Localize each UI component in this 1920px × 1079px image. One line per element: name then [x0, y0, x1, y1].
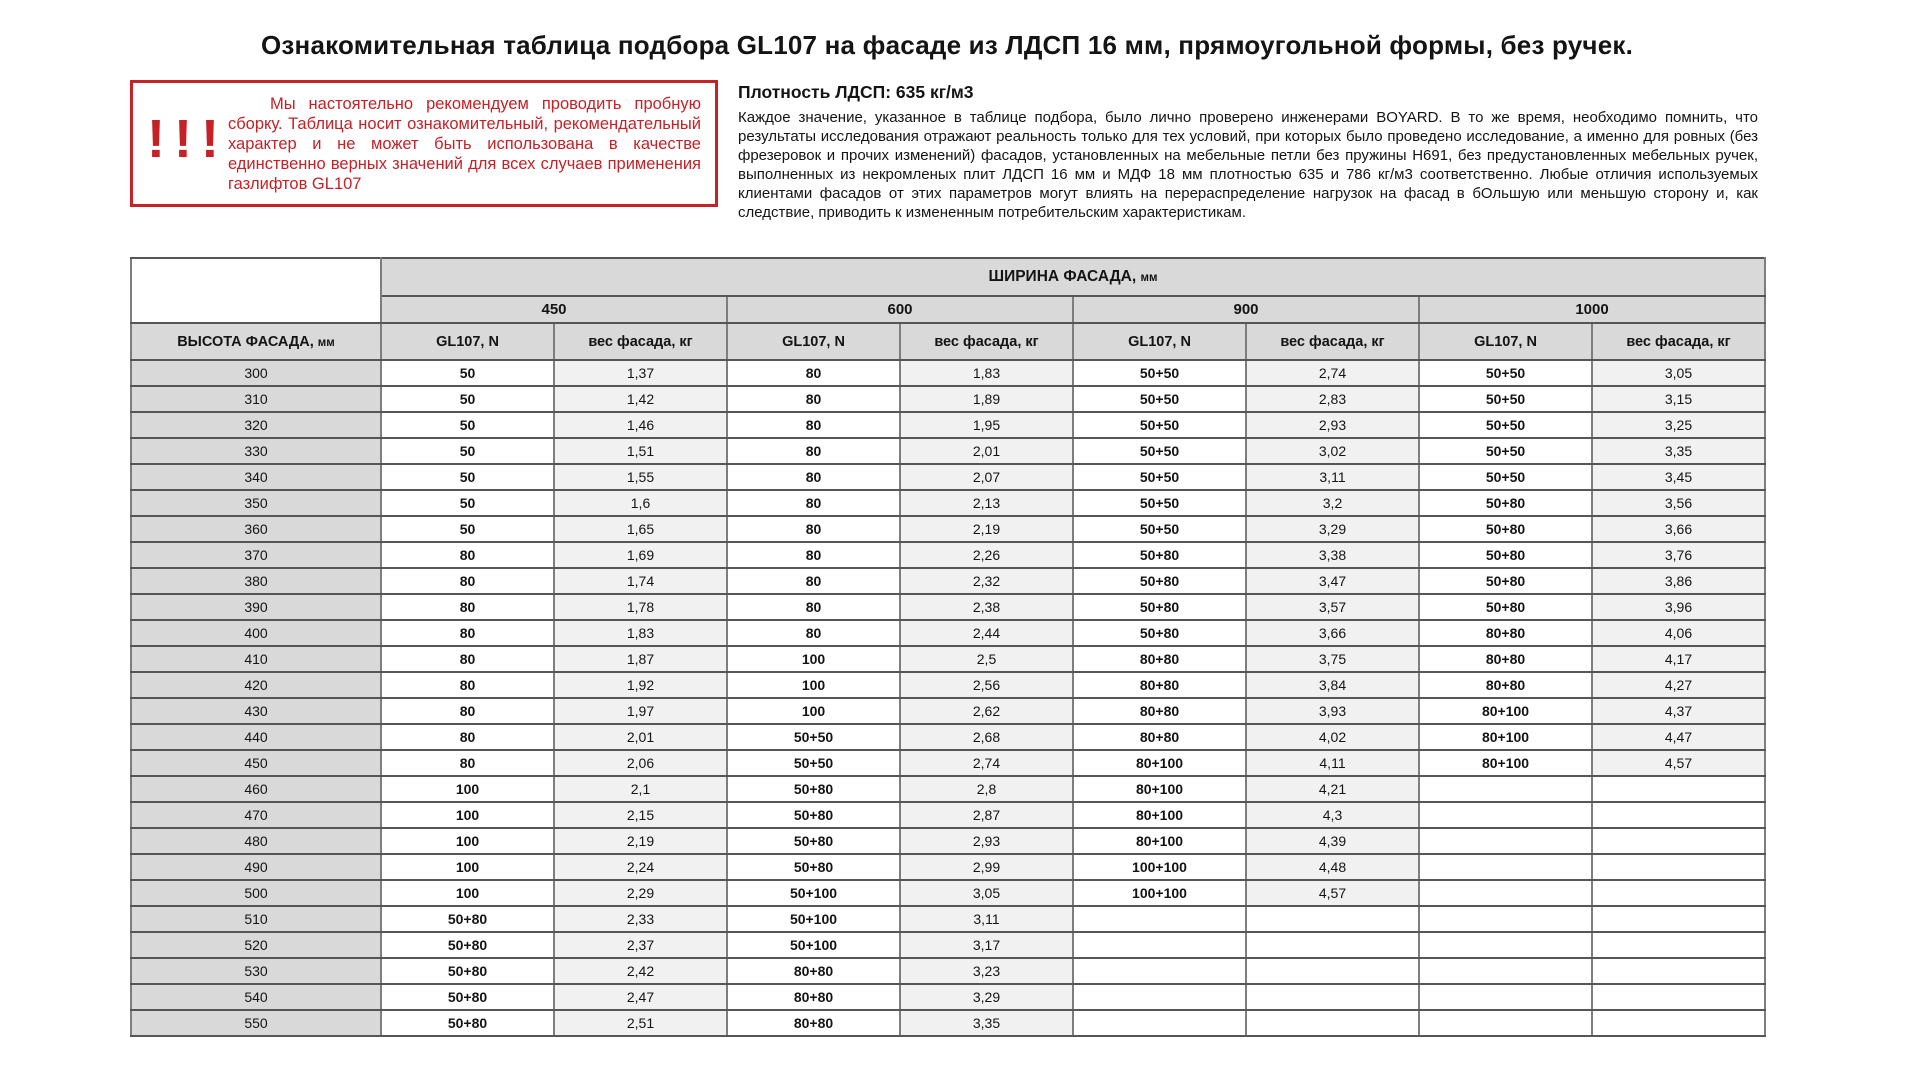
weight-cell: 2,01: [554, 724, 727, 750]
height-cell: 300: [131, 360, 381, 386]
height-cell: 360: [131, 516, 381, 542]
gl-cell: 50: [381, 438, 554, 464]
height-cell: 550: [131, 1010, 381, 1036]
weight-cell: 2,44: [900, 620, 1073, 646]
gl-cell: 80+80: [1419, 620, 1592, 646]
weight-cell: 4,57: [1246, 880, 1419, 906]
gl-cell: 80: [727, 412, 900, 438]
gl-cell: 50+80: [381, 984, 554, 1010]
gl-header-cell: GL107, N: [727, 323, 900, 360]
gl-cell: 50+50: [1073, 464, 1246, 490]
table-row: [131, 854, 1765, 880]
void-cell: [1246, 1010, 1419, 1036]
weight-cell: 2,87: [900, 802, 1073, 828]
weight-cell: 1,69: [554, 542, 727, 568]
gl-cell: 80+100: [1073, 776, 1246, 802]
width-group-header: 900: [1073, 296, 1419, 323]
gl-cell: 100: [381, 854, 554, 880]
weight-cell: 3,05: [900, 880, 1073, 906]
width-group-header: 600: [727, 296, 1073, 323]
weight-cell: 3,35: [1592, 438, 1765, 464]
height-cell: 490: [131, 854, 381, 880]
width-header-label: ШИРИНА ФАСАДА,: [988, 268, 1137, 285]
void-cell: [1592, 776, 1765, 802]
gl-cell: 50+80: [381, 906, 554, 932]
width-header-unit: мм: [1140, 272, 1158, 284]
weight-cell: 1,83: [900, 360, 1073, 386]
height-cell: 410: [131, 646, 381, 672]
void-cell: [1592, 932, 1765, 958]
weight-cell: 2,74: [1246, 360, 1419, 386]
weight-cell: 2,24: [554, 854, 727, 880]
weight-cell: 3,11: [1246, 464, 1419, 490]
table-row: [131, 464, 1765, 490]
gl-cell: 80+100: [1073, 750, 1246, 776]
table-row: [131, 568, 1765, 594]
weight-cell: 4,48: [1246, 854, 1419, 880]
gl-cell: 100: [727, 646, 900, 672]
gl-cell: 50+80: [1073, 568, 1246, 594]
gl-cell: 80: [727, 386, 900, 412]
weight-cell: 3,76: [1592, 542, 1765, 568]
table-body: [131, 360, 1765, 1036]
table-header-row-width: [131, 258, 1765, 296]
weight-cell: 4,02: [1246, 724, 1419, 750]
table-header-row-columns: [131, 323, 1765, 360]
weight-cell: 2,33: [554, 906, 727, 932]
void-cell: [1246, 958, 1419, 984]
void-cell: [1073, 958, 1246, 984]
weight-cell: 2,83: [1246, 386, 1419, 412]
weight-cell: 2,01: [900, 438, 1073, 464]
info-block: [738, 82, 1758, 222]
gl-cell: 50+100: [727, 880, 900, 906]
gl-cell: 50: [381, 490, 554, 516]
info-paragraph: Каждое значение, указанное в таблице подбора, было лично проверено инженерами BOYARD. В то же время, необходимо помнить, что результаты исследования отражают реальность только для тех условий, при которых было проведено исследование, а именно для ровных (без фрезеровок и прочих изменений) фасадов, установленных на мебельные петли без пружины Н691, без предустановленных мебельных ручек, выполненных из некромленых плит ЛДСП 16 мм и МДФ 18 мм плотностью 635 и 786 кг/м3 соответственно. Любые отличия используемых клиентами фасадов от этих параметров могут влиять на перераспределение нагрузок на фасад в бОльшую или меньшую сторону и, как следствие, приводить к измененным потребительским характеристикам.: [738, 109, 1758, 221]
weight-cell: 2,8: [900, 776, 1073, 802]
void-cell: [1419, 906, 1592, 932]
table-row: [131, 594, 1765, 620]
weight-cell: 4,06: [1592, 620, 1765, 646]
gl-cell: 80+100: [1073, 828, 1246, 854]
gl-cell: 50+50: [727, 724, 900, 750]
weight-cell: 4,57: [1592, 750, 1765, 776]
gl-cell: 80+100: [1419, 750, 1592, 776]
weight-cell: 3,93: [1246, 698, 1419, 724]
table-row: [131, 542, 1765, 568]
weight-cell: 2,99: [900, 854, 1073, 880]
table-row: [131, 438, 1765, 464]
gl-cell: 50+50: [1419, 438, 1592, 464]
weight-cell: 3,75: [1246, 646, 1419, 672]
gl-cell: 50+50: [1419, 386, 1592, 412]
height-cell: 350: [131, 490, 381, 516]
gl-cell: 50+100: [727, 932, 900, 958]
height-cell: 450: [131, 750, 381, 776]
weight-cell: 1,74: [554, 568, 727, 594]
weight-cell: 2,62: [900, 698, 1073, 724]
table-row: [131, 958, 1765, 984]
weight-cell: 1,55: [554, 464, 727, 490]
weight-cell: 3,38: [1246, 542, 1419, 568]
warning-box: [130, 80, 718, 207]
gl-cell: 80+80: [727, 984, 900, 1010]
weight-cell: 3,29: [900, 984, 1073, 1010]
weight-cell: 2,07: [900, 464, 1073, 490]
weight-cell: 3,57: [1246, 594, 1419, 620]
weight-cell: 3,86: [1592, 568, 1765, 594]
weight-cell: 3,66: [1246, 620, 1419, 646]
gl-cell: 50+80: [1419, 542, 1592, 568]
gl-cell: 50+50: [1419, 412, 1592, 438]
table-row: [131, 490, 1765, 516]
table-row: [131, 984, 1765, 1010]
void-cell: [1419, 854, 1592, 880]
height-cell: 440: [131, 724, 381, 750]
void-cell: [1419, 880, 1592, 906]
height-cell: 480: [131, 828, 381, 854]
height-cell: 380: [131, 568, 381, 594]
void-cell: [1246, 906, 1419, 932]
table-row: [131, 386, 1765, 412]
table-row: [131, 412, 1765, 438]
weight-cell: 4,3: [1246, 802, 1419, 828]
table-row: [131, 906, 1765, 932]
gl-cell: 80: [727, 594, 900, 620]
weight-cell: 2,26: [900, 542, 1073, 568]
gl-cell: 50+50: [1419, 464, 1592, 490]
weight-cell: 1,92: [554, 672, 727, 698]
table-row: [131, 932, 1765, 958]
weight-cell: 2,68: [900, 724, 1073, 750]
gl-cell: 80+100: [1419, 724, 1592, 750]
weight-cell: 3,47: [1246, 568, 1419, 594]
weight-cell: 3,23: [900, 958, 1073, 984]
weight-cell: 2,19: [900, 516, 1073, 542]
gl-cell: 50+50: [1073, 412, 1246, 438]
weight-cell: 3,02: [1246, 438, 1419, 464]
void-cell: [1073, 932, 1246, 958]
gl-cell: 80+80: [1073, 724, 1246, 750]
height-header-label: ВЫСОТА ФАСАДА,: [177, 333, 314, 350]
gl-cell: 50+50: [1073, 386, 1246, 412]
table-row: [131, 828, 1765, 854]
gl-cell: 50+80: [1073, 594, 1246, 620]
height-cell: 400: [131, 620, 381, 646]
page-title: Ознакомительная таблица подбора GL107 на фасаде из ЛДСП 16 мм, прямоугольной формы, без ручек.: [261, 30, 1633, 60]
height-cell: 390: [131, 594, 381, 620]
width-span-header: [381, 258, 1765, 296]
weight-cell: 3,25: [1592, 412, 1765, 438]
weight-cell: 3,45: [1592, 464, 1765, 490]
weight-cell: 2,32: [900, 568, 1073, 594]
weight-cell: 2,29: [554, 880, 727, 906]
void-cell: [1419, 776, 1592, 802]
table-row: [131, 776, 1765, 802]
height-cell: 320: [131, 412, 381, 438]
gl-cell: 50+80: [1419, 568, 1592, 594]
weight-cell: 3,96: [1592, 594, 1765, 620]
gl-cell: 100: [727, 672, 900, 698]
height-cell: 340: [131, 464, 381, 490]
gl-cell: 50: [381, 360, 554, 386]
table-row: [131, 672, 1765, 698]
gl-cell: 80+100: [1419, 698, 1592, 724]
void-cell: [1592, 802, 1765, 828]
weight-cell: 3,56: [1592, 490, 1765, 516]
weight-cell: 4,27: [1592, 672, 1765, 698]
weight-cell: 2,51: [554, 1010, 727, 1036]
weight-cell: 1,87: [554, 646, 727, 672]
weight-cell: 1,83: [554, 620, 727, 646]
weight-cell: 1,97: [554, 698, 727, 724]
gl-cell: 50: [381, 412, 554, 438]
gl-cell: 50: [381, 386, 554, 412]
weight-cell: 4,39: [1246, 828, 1419, 854]
void-cell: [1073, 906, 1246, 932]
gl-cell: 80: [727, 438, 900, 464]
weight-cell: 1,42: [554, 386, 727, 412]
gl-cell: 80: [727, 542, 900, 568]
height-cell: 540: [131, 984, 381, 1010]
void-cell: [1073, 1010, 1246, 1036]
gl-cell: 80+80: [727, 958, 900, 984]
weight-cell: 3,2: [1246, 490, 1419, 516]
width-group-header: 450: [381, 296, 727, 323]
gl-header-cell: GL107, N: [1419, 323, 1592, 360]
weight-cell: 3,29: [1246, 516, 1419, 542]
gl-cell: 80: [727, 464, 900, 490]
gl-cell: 50+80: [1419, 490, 1592, 516]
gl-cell: 50: [381, 516, 554, 542]
gl-cell: 100: [381, 802, 554, 828]
table-row: [131, 802, 1765, 828]
gl-cell: 80: [381, 698, 554, 724]
weight-cell: 1,6: [554, 490, 727, 516]
gl-cell: 50+80: [1073, 542, 1246, 568]
table-row: [131, 646, 1765, 672]
weight-cell: 3,11: [900, 906, 1073, 932]
void-cell: [1592, 880, 1765, 906]
gl-cell: 100: [381, 828, 554, 854]
gl-header-cell: GL107, N: [1073, 323, 1246, 360]
weight-cell: 4,17: [1592, 646, 1765, 672]
weight-cell: 2,5: [900, 646, 1073, 672]
height-span-header: [131, 323, 381, 360]
gl-cell: 80: [381, 594, 554, 620]
table-row: [131, 516, 1765, 542]
height-cell: 420: [131, 672, 381, 698]
void-cell: [1592, 1010, 1765, 1036]
table-row: [131, 880, 1765, 906]
gl-cell: 50+80: [727, 776, 900, 802]
weight-cell: 2,38: [900, 594, 1073, 620]
height-cell: 330: [131, 438, 381, 464]
weight-cell: 3,17: [900, 932, 1073, 958]
weight-cell: 4,37: [1592, 698, 1765, 724]
void-cell: [1592, 906, 1765, 932]
width-group-header: 1000: [1419, 296, 1765, 323]
height-cell: 430: [131, 698, 381, 724]
weight-header-cell: вес фасада, кг: [900, 323, 1073, 360]
gl-cell: 100+100: [1073, 880, 1246, 906]
gl-cell: 80: [727, 360, 900, 386]
gl-cell: 80+100: [1073, 802, 1246, 828]
selection-table: [130, 257, 1766, 1037]
void-cell: [1592, 854, 1765, 880]
void-cell: [1592, 984, 1765, 1010]
void-cell: [1419, 1010, 1592, 1036]
gl-cell: 80+80: [1419, 672, 1592, 698]
gl-cell: 50+100: [727, 906, 900, 932]
table-row: [131, 698, 1765, 724]
gl-header-cell: GL107, N: [381, 323, 554, 360]
gl-cell: 50+80: [1419, 516, 1592, 542]
gl-cell: 50+80: [381, 1010, 554, 1036]
gl-cell: 80: [381, 646, 554, 672]
table-row: [131, 750, 1765, 776]
gl-cell: 80: [381, 568, 554, 594]
gl-cell: 50+50: [1073, 516, 1246, 542]
gl-cell: 80: [381, 542, 554, 568]
gl-cell: 100+100: [1073, 854, 1246, 880]
height-cell: 460: [131, 776, 381, 802]
gl-cell: 50+50: [727, 750, 900, 776]
gl-cell: 50+50: [1419, 360, 1592, 386]
gl-cell: 80: [727, 516, 900, 542]
table-row: [131, 1010, 1765, 1036]
weight-header-cell: вес фасада, кг: [554, 323, 727, 360]
gl-cell: 50+80: [381, 932, 554, 958]
weight-cell: 2,06: [554, 750, 727, 776]
weight-cell: 1,95: [900, 412, 1073, 438]
weight-cell: 1,65: [554, 516, 727, 542]
gl-cell: 50+80: [727, 854, 900, 880]
weight-cell: 1,51: [554, 438, 727, 464]
weight-cell: 3,05: [1592, 360, 1765, 386]
height-cell: 470: [131, 802, 381, 828]
weight-cell: 2,37: [554, 932, 727, 958]
void-cell: [1592, 828, 1765, 854]
height-cell: 520: [131, 932, 381, 958]
warning-text: Мы настоятельно рекомендуем проводить пробную сборку. Таблица носит ознакомительный, рекомендательный характер и не может быть использована в качестве единственно верных значений для всех случаев применения газлифтов GL107: [227, 94, 701, 193]
height-cell: 370: [131, 542, 381, 568]
weight-cell: 2,47: [554, 984, 727, 1010]
gl-cell: 50+50: [1073, 438, 1246, 464]
void-cell: [1246, 932, 1419, 958]
gl-cell: 80+80: [1073, 646, 1246, 672]
gl-cell: 80: [727, 490, 900, 516]
weight-cell: 3,35: [900, 1010, 1073, 1036]
weight-cell: 1,89: [900, 386, 1073, 412]
weight-cell: 3,66: [1592, 516, 1765, 542]
void-cell: [1419, 932, 1592, 958]
void-cell: [1419, 984, 1592, 1010]
weight-cell: 4,21: [1246, 776, 1419, 802]
gl-cell: 80+80: [1419, 646, 1592, 672]
gl-cell: 80: [381, 672, 554, 698]
gl-cell: 50+80: [727, 828, 900, 854]
weight-cell: 2,93: [1246, 412, 1419, 438]
void-cell: [1246, 984, 1419, 1010]
density-heading: Плотность ЛДСП: 635 кг/м3: [738, 82, 974, 102]
table-row: [131, 360, 1765, 386]
gl-cell: 50+80: [727, 802, 900, 828]
height-cell: 310: [131, 386, 381, 412]
gl-cell: 80: [727, 620, 900, 646]
gl-cell: 80: [381, 724, 554, 750]
gl-cell: 80: [381, 750, 554, 776]
gl-cell: 50+50: [1073, 490, 1246, 516]
weight-cell: 2,56: [900, 672, 1073, 698]
height-header-unit: мм: [317, 336, 335, 349]
void-cell: [1419, 802, 1592, 828]
weight-cell: 1,46: [554, 412, 727, 438]
weight-cell: 2,74: [900, 750, 1073, 776]
table-row: [131, 620, 1765, 646]
height-cell: 500: [131, 880, 381, 906]
gl-cell: 50+80: [1073, 620, 1246, 646]
table-row: [131, 724, 1765, 750]
void-cell: [1592, 958, 1765, 984]
weight-header-cell: вес фасада, кг: [1592, 323, 1765, 360]
weight-cell: 2,93: [900, 828, 1073, 854]
height-cell: 510: [131, 906, 381, 932]
void-cell: [1073, 984, 1246, 1010]
weight-cell: 1,37: [554, 360, 727, 386]
gl-cell: 50: [381, 464, 554, 490]
gl-cell: 100: [727, 698, 900, 724]
weight-header-cell: вес фасада, кг: [1246, 323, 1419, 360]
weight-cell: 2,15: [554, 802, 727, 828]
weight-cell: 1,78: [554, 594, 727, 620]
void-cell: [1419, 828, 1592, 854]
weight-cell: 3,15: [1592, 386, 1765, 412]
height-cell: 530: [131, 958, 381, 984]
void-cell: [1419, 958, 1592, 984]
weight-cell: 4,11: [1246, 750, 1419, 776]
gl-cell: 80+80: [1073, 698, 1246, 724]
corner-empty-cell: [131, 258, 381, 323]
weight-cell: 3,84: [1246, 672, 1419, 698]
weight-cell: 2,1: [554, 776, 727, 802]
weight-cell: 2,19: [554, 828, 727, 854]
gl-cell: 80: [727, 568, 900, 594]
gl-cell: 80+80: [727, 1010, 900, 1036]
gl-cell: 50+80: [1419, 594, 1592, 620]
weight-cell: 4,47: [1592, 724, 1765, 750]
gl-cell: 100: [381, 880, 554, 906]
gl-cell: 50+50: [1073, 360, 1246, 386]
gl-cell: 80+80: [1073, 672, 1246, 698]
weight-cell: 2,42: [554, 958, 727, 984]
gl-cell: 100: [381, 776, 554, 802]
gl-cell: 80: [381, 620, 554, 646]
gl-cell: 50+80: [381, 958, 554, 984]
exclamation-marks-icon: !!!: [147, 108, 228, 169]
weight-cell: 2,13: [900, 490, 1073, 516]
